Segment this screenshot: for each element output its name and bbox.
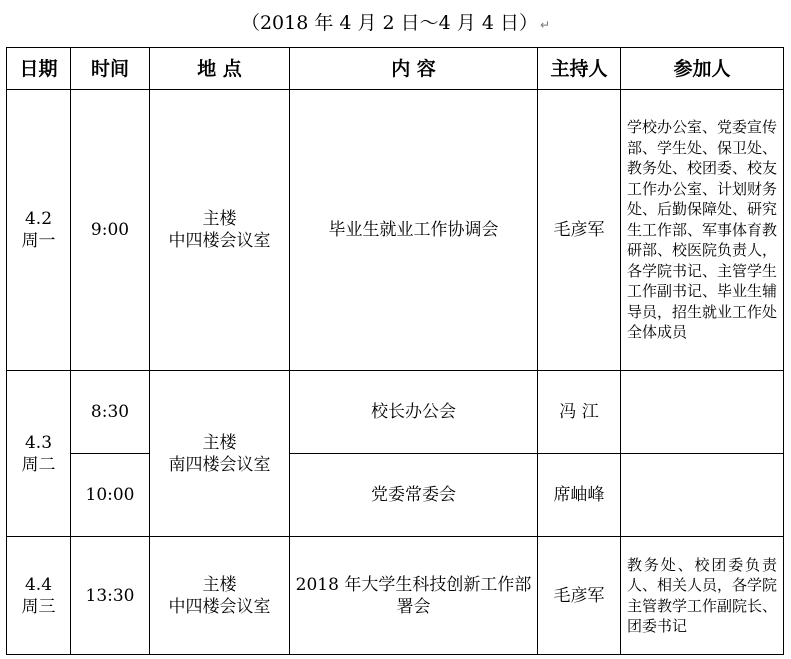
schedule-title: （2018 年 4 月 2 日～4 月 4 日） ↵ — [240, 12, 551, 34]
host-cell: 冯 江 — [538, 371, 621, 454]
attendees-cell — [621, 454, 784, 537]
host-cell: 毛彦军 — [538, 90, 621, 371]
header-time: 时间 — [71, 48, 150, 90]
content-cell: 校长办公会 — [290, 371, 538, 454]
location-cell — [150, 371, 290, 537]
weekday-value: 周三 — [21, 596, 56, 617]
date-value: 4.4 — [24, 574, 53, 595]
location-cell — [150, 537, 290, 655]
header-host: 主持人 — [538, 48, 621, 90]
header-attendees: 参加人 — [621, 48, 784, 90]
content-cell: 2018 年大学生科技创新工作部署会 — [290, 537, 538, 655]
date-cell — [7, 537, 71, 655]
location-cell — [150, 90, 290, 371]
date-value: 4.3 — [24, 432, 53, 453]
header-location: 地 点 — [150, 48, 290, 90]
table-row — [7, 454, 784, 537]
time-cell: 8:30 — [71, 371, 150, 454]
location-room: 中四楼会议室 — [168, 596, 271, 617]
attendees-cell — [621, 371, 784, 454]
header-row — [7, 48, 784, 90]
content-cell: 党委常委会 — [290, 454, 538, 537]
attendees-cell: 教务处、校团委负责人、相关人员，各学院主管教学工作副院长、团委书记 — [621, 537, 784, 655]
host-cell: 毛彦军 — [538, 537, 621, 655]
location-building: 主楼 — [202, 574, 237, 595]
location-building: 主楼 — [202, 432, 237, 453]
location-room: 中四楼会议室 — [168, 231, 271, 251]
header-content: 内 容 — [290, 48, 538, 90]
location-room: 南四楼会议室 — [168, 454, 271, 475]
date-value: 4.2 — [24, 209, 53, 229]
content-cell: 毕业生就业工作协调会 — [290, 90, 538, 371]
date-cell — [7, 371, 71, 537]
time-cell: 10:00 — [71, 454, 150, 537]
time-cell: 9:00 — [71, 90, 150, 371]
header-date: 日期 — [7, 48, 71, 90]
schedule-table — [6, 47, 784, 655]
table-row — [7, 537, 784, 655]
location-building: 主楼 — [202, 209, 237, 229]
weekday-value: 周二 — [21, 454, 56, 475]
weekday-value: 周一 — [21, 231, 56, 251]
table-row — [7, 90, 784, 371]
paragraph-mark-icon: ↵ — [539, 18, 551, 32]
host-cell: 席岫峰 — [538, 454, 621, 537]
time-cell: 13:30 — [71, 537, 150, 655]
attendees-cell: 学校办公室、党委宣传部、学生处、保卫处、教务处、校团委、校友工作办公室、计划财务处、后勤保障处、研究生工作部、军事体育教研部、校医院负责人，各学院书记、主管学生工作副书记、毕业生辅导员，招生就业工作处全体成员 — [621, 90, 784, 371]
date-cell — [7, 90, 71, 371]
table-row — [7, 371, 784, 454]
